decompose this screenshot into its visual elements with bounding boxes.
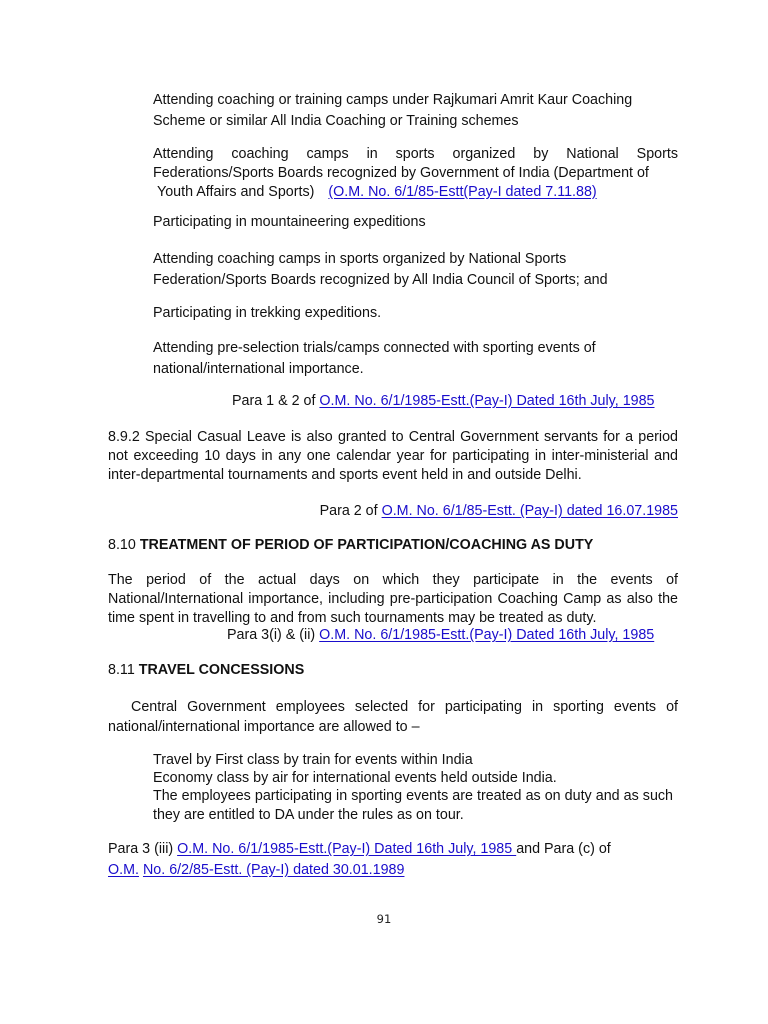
reference-para-1-2 [232,392,678,411]
om-link-16-july-1985-b[interactable]: O.M. No. 6/1/1985-Estt.(Pay-I) Dated 16th July, 1985 [319,627,655,643]
reference-para-2 [108,502,678,521]
om-link-abbrev[interactable]: O.M. [108,862,139,878]
item-text: Attending coaching camps in sports organized by National Sports Federations/Sports Boards recognized by Government of India (Department of [153,146,678,181]
section-title: TREATMENT OF PERIOD OF PARTICIPATION/COACHING AS DUTY [139,537,594,553]
item-trekking [153,304,678,323]
item-text-cont: Youth Affairs and Sports) [157,183,315,200]
reference-para-3-iii [108,839,678,881]
section-8-10-heading [108,536,678,555]
ref-prefix: Para 3 (iii) [108,841,178,857]
ref-mid: and Para (c) of [516,841,611,857]
section-8-9-2 [108,428,678,484]
om-link-16-july-1985[interactable]: O.M. No. 6/1/1985-Estt.(Pay-I) Dated 16th July, 1985 [319,393,655,409]
section-8-10-body [108,571,678,627]
list-item: Economy class by air for international events held outside India. [153,770,557,787]
ref-prefix: Para 1 & 2 of [232,393,320,409]
item-rajkumari-coaching [153,91,678,131]
section-8-11-heading [108,661,678,680]
travel-concessions-list [153,751,673,824]
item-line: Attending coaching or training camps under Rajkumari Amrit Kaur Coaching [153,92,633,108]
om-link-16-07-1985[interactable]: O.M. No. 6/1/85-Estt. (Pay-I) dated 16.07.1985 [381,503,678,519]
section-number: 8.10 [108,537,140,553]
reference-para-3 [227,626,678,645]
section-8-11-body [108,697,678,737]
section-text: The period of the actual days on which they participate in the events of National/International importance, including pre-participation Coaching Camp as also the time spent in travelling to and from such tournaments may be treated as duty. [108,572,678,626]
item-text: Participating in mountaineering expeditions [153,214,426,230]
section-number: 8.11 [108,662,139,678]
item-line: national/international importance. [153,360,364,377]
section-title: TRAVEL CONCESSIONS [138,662,305,678]
item-national-federations [153,145,678,201]
section-text: 8.9.2 Special Casual Leave is also granted to Central Government servants for a period not exceeding 10 days in any one calendar year for participating in inter-ministerial and inter-departmental tournaments and sports event held in and outside Delhi. [108,429,678,483]
section-text: Central Government employees selected for participating in sporting events of national/international importance are allowed to – [108,699,678,735]
item-line: Scheme or similar All India Coaching or Training schemes [153,112,519,129]
ref-prefix: Para 2 of [319,503,382,519]
om-link-7-11-88[interactable]: (O.M. No. 6/1/85-Estt(Pay-I dated 7.11.88) [328,183,597,200]
page-number: 91 [376,912,392,926]
item-line: Attending pre-selection trials/camps connected with sporting events of [153,340,596,356]
om-link-16-july-1985-c[interactable]: O.M. No. 6/1/1985-Estt.(Pay-I) Dated 16th July, 1985 [177,841,517,857]
ref-prefix: Para 3(i) & (ii) [227,627,320,643]
item-mountaineering [153,213,678,232]
om-link-30-01-1989[interactable]: No. 6/2/85-Estt. (Pay-I) dated 30.01.1989 [142,862,405,878]
item-line: Attending coaching camps in sports organized by National Sports [153,251,567,267]
item-preselection [153,339,678,379]
item-aics-camps [153,250,678,290]
item-text: Participating in trekking expeditions. [153,305,382,321]
list-item: The employees participating in sporting events are treated as on duty and as such they are entitled to DA under the rules as on tour. [153,788,673,823]
list-item: Travel by First class by train for events within India [153,752,473,768]
item-line: Federation/Sports Boards recognized by All India Council of Sports; and [153,271,608,288]
